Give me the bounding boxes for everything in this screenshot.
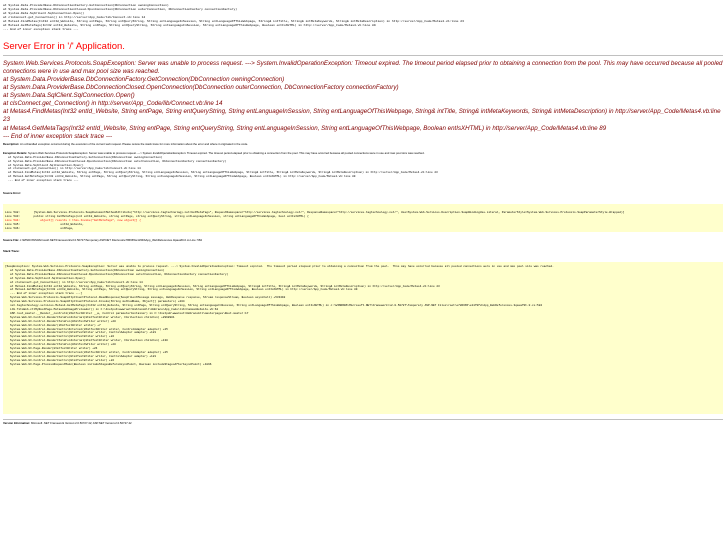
exception-line: at System.Data.SqlClient.SqlConnection.Open() — [3, 92, 135, 100]
exception-details-trace: at System.Data.ProviderBase.DbConnectionFactory.GetConnection(DbConnection owningConnection) at System.Data.ProviderBase.DbConnectionClosed.OpenConnection(DbConnection outerConnection, DbConnectionFactory connectionFactory) at System.Data.SqlClient.SqlConnection.Open() at clsConnect.get_Connection() in http://server/App_Code/lib/Connect.vb:line 14 at Metas4.FindMetas(Int32 entId_Website, String entPage, String entQueryString, String entLanguageInSession, String entLanguageOfThisWebpage, String& intTitle, String& intMetaKeywords, String& intMetaDescription) in http://server/App_Code/Metas4.vb:line 23 at Metas4.GetMetaTags(Int32 entId_Website, String entPage, String entQueryString, String entLanguageInSession, String entLanguageOfThisWebpage, Boolean entIsXHTML) in http://server/App_Code/Metas4.vb:line 89 --- End of inner exception stack trace --- — [8, 155, 438, 183]
source-line: Line 585: entId_Website, — [5, 222, 84, 226]
page-title: Server Error in '/' Application. — [3, 41, 125, 52]
exception-line: --- End of inner exception stack trace --- — [3, 132, 113, 140]
stack-trace-text: [SoapException: System.Web.Services.Protocols.SoapException: Server was unable to process request. ---> System.InvalidOperationException: Timeout expired. The timeout period elapsed prior to obtaining a connection from the pool. This may have occurred because all pooled connections were in use and max pool size was reached. at System.Data.ProviderBase.DbConnectionFactory.GetConnection(DbConnection owningConnection) at System.Data.ProviderBase.DbConnectionClosed.OpenConnection(DbConnection outerConnection, DbConnectionFactory connectionFactory) at System.Data.SqlClient.SqlConnection.Open() at clsConnect.get_Connection() in http://server/App_Code/lib/Connect.vb:line 14 at Metas4.FindMetas(Int32 entId_Website, String entPage, String entQueryString, String entLanguageInSession, String entLanguageOfThisWebpage, String& intTitle, String& intMetaKeywords, String& intMetaDescription) in http://server/App_Code/Metas4.vb:line 23 at Metas4.GetMetaTags(Int32 entId_Website, String entPage, String entQueryString, String entLanguageInSession, String entLanguageOfThisWebpage, Boolean entIsXHTML) in http://server/App_Code/Metas4.vb:line 89 --- End of inner exception stack trace ---] System.Web.Services.Protocols.SoapHttpClientProtocol.ReadResponse(SoapClientMessage message, WebResponse response, Stream responseStream, Boolean asyncCall) +533492 System.Web.Services.Protocols.SoapHttpClientProtocol.Invoke(String methodName, Object[] parameters) +204 net.tagtechnology.services.Metas4.GetMetaTags(Int32 entId_Website, String entPage, String entQueryString, String entLanguageInSession, String entLanguageOfThisWebpage, Boolean entIsXHTML) in c:\WINDOWS\Microsoft.NET\Framework\v2.0.50727\Temporary ASP.NET Files\root\e786665\e11f0fd\App_WebReferences.3qauaf0t.0.cs:584 LCG.TitoWeb.ctlMyRootPage.MetasAndImagePreloader() in C:\Inetpub\wwwroot\UmbracoAll\Umbraco\App_Code\lib\CommonWebsite.vb:62 ASP.root_master.__Render__control1(HtmlTextWriter __w, Control parameterContainer) in C:\Inetpub\wwwroot\UmbracoAll\masterpages\Root.master:17 System.Web.UI.Control.RenderChildrenInternal(HtmlTextWriter writer, ICollection children) +2968901 System.Web.UI.Control.RenderChildren(HtmlTextWriter writer) +20 System.Web.UI.Control.Render(HtmlTextWriter writer) +7 System.Web.UI.Control.RenderControlInternal(HtmlTextWriter writer, ControlAdapter adapter) +25 System.Web.UI.Control.RenderControl(HtmlTextWriter writer, ControlAdapter adapter) +121 System.Web.UI.Control.RenderControl(HtmlTextWriter writer) +22 System.Web.UI.Control.RenderChildrenInternal(HtmlTextWriter writer, ICollection children) +130 System.Web.UI.Control.RenderChildren(HtmlTextWriter writer) +20 System.Web.UI.Page.Render(HtmlTextWriter writer) +26 System.Web.UI.Control.RenderControlInternal(HtmlTextWriter writer, ControlAdapter adapter) +25 System.Web.UI.Control.RenderControl(HtmlTextWriter writer, ControlAdapter adapter) +121 System.Web.UI.Control.RenderControl(HtmlTextWriter writer) +22 System.Web.UI.Page.ProcessRequestMain(Boolean includeStagesBeforeAsyncPoint, Boolean includeStagesAfterAsyncPoint) +1896 — [5, 265, 554, 366]
source-line-error: Line 584: object[] results = this.Invoke("GetMetaTags", new object[] { — [5, 218, 141, 222]
stack-trace-label: Stack Trace: — [3, 249, 20, 253]
source-file-label: Source File: — [3, 238, 20, 242]
exception-line: at System.Data.ProviderBase.DbConnectionClosed.OpenConnection(DbConnection outerConnection, DbConnectionFactory connectionFactory) — [3, 84, 399, 92]
description-label: Description: — [3, 142, 20, 146]
footer-divider — [3, 419, 723, 420]
stack-trace-box — [3, 262, 723, 414]
description-text: An unhandled exception occurred during the execution of the current web request. Please review the stack trace for more information about the error and where it originated in the code. — [19, 142, 249, 146]
title-divider — [3, 55, 723, 56]
source-file-text: c:\WINDOWS\Microsoft.NET\Framework\v2.0.50727\Temporary ASP.NET Files\root\e786665\e11f0fd\App_WebReferences.3qauaf0t.0.cs Line: 584 — [19, 238, 202, 242]
exception-line: System.Web.Services.Protocols.SoapException: Server was unable to process request. ---> System.InvalidOperationException: Timeout expired. The timeout period elapsed prior to obtaining a connection from the pool. This may have occurred because all pooled connections were in use and max pool size was reached. — [3, 60, 723, 76]
source-file-section — [3, 239, 723, 243]
exception-details-label: Exception Details: — [3, 151, 28, 155]
source-line: Line 582: [System.Web.Services.Protocols.SoapDocumentMethodAttribute("http://services.tagtechnology.net/GetMetaTags", RequestNamespace="http://services.tagtechnology.net/", ResponseNamespace="http://services.tagtechnology.net/", Use=System.Web.Services.Description.SoapBindingUse.Literal, ParameterStyle=System.Web.Services.Protocols.SoapParameterStyle.Wrapped)] — [5, 210, 625, 214]
source-error-box — [3, 204, 723, 232]
preceding-stack-trace: at System.Data.ProviderBase.DbConnectionFactory.GetConnection(DbConnection owningConnection) at System.Data.ProviderBase.DbConnectionClosed.OpenConnection(DbConnection outerConnection, DbConnectionFactory connectionFactory) at System.Data.SqlClient.SqlConnection.Open() at clsConnect.get_Connection() in http://server/App_Code/lib/Connect.vb:line 14 at Metas4.FindMetas(Int32 entId_Website, String entPage, String entQueryString, String entLanguageInSession, String entLanguageOfThisWebpage, String& intTitle, String& intMetaKeywords, String& intMetaDescription) in http://server/App_Code/Metas4.vb:line 23 at Metas4.GetMetaTags(Int32 entId_Website, String entPage, String entQueryString, String entLanguageInSession, String entLanguageOfThisWebpage, Boolean entIsXHTML) in http://server/App_Code/Metas4.vb:line 89 --- End of inner exception stack trace --- — [3, 4, 464, 31]
exception-details-section — [3, 152, 723, 183]
exception-line: at clsConnect.get_Connection() in http://server/App_Code/lib/Connect.vb:line 14 — [3, 100, 223, 108]
exception-details-text: System.Web.Services.Protocols.SoapException: Server was unable to process request. ---> System.InvalidOperationException: Timeout expired. The timeout period elapsed prior to obtaining a connection from the pool. This may have occurred because all pooled connections were in use and max pool size was reached. — [28, 151, 425, 155]
exception-heading — [3, 60, 723, 141]
source-error-label: Source Error: — [3, 191, 22, 195]
source-line: Line 583: public string GetMetaTags(int entId_Website, string entPage, string entQueryString, string entLanguageInSession, string entLanguageOfThisWebpage, bool entIsXHTML) { — [5, 214, 309, 218]
source-line: Line 586: entPage, — [5, 226, 74, 230]
version-text: Microsoft .NET Framework Version:2.0.50727.42; ASP.NET Version:2.0.50727.42 — [30, 421, 132, 425]
version-label: Version Information: — [3, 421, 31, 425]
description-section — [3, 143, 723, 147]
exception-line: at Metas4.FindMetas(Int32 entId_Website, String entPage, String entQueryString, String entLanguageInSession, String entLanguageOfThisWebpage, String& intTitle, String& intMetaKeywords, String& intMetaDescription) in http://server/App_Code/Metas4.vb:line 23 — [3, 108, 721, 124]
exception-line: at Metas4.GetMetaTags(Int32 entId_Website, String entPage, String entQueryString, String entLanguageInSession, String entLanguageOfThisWebpage, Boolean entIsXHTML) in http://server/App_Code/Metas4.vb:line 89 — [3, 124, 607, 132]
version-info — [3, 422, 723, 426]
exception-line: at System.Data.ProviderBase.DbConnectionFactory.GetConnection(DbConnection owningConnection) — [3, 76, 285, 84]
